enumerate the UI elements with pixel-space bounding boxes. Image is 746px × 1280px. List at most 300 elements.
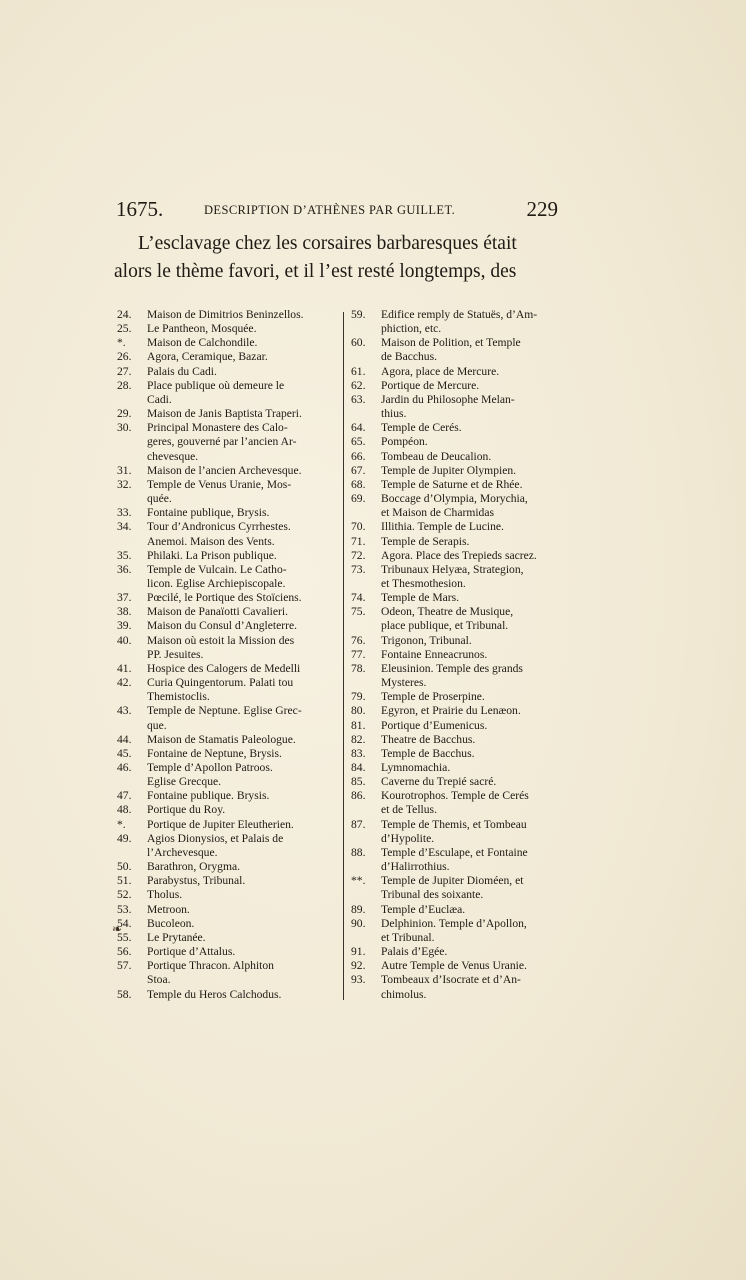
running-title: DESCRIPTION D’ATHÈNES PAR GUILLET. — [204, 203, 456, 217]
entry-number: *. — [117, 336, 126, 350]
entry-text — [147, 988, 339, 1002]
entry-text — [381, 535, 567, 549]
entry-text — [381, 690, 567, 704]
entry-number: 62. — [351, 378, 366, 392]
entry-number: 81. — [351, 718, 366, 732]
entry-text — [381, 761, 567, 775]
entry-text — [381, 308, 567, 336]
entry-text — [381, 917, 567, 945]
entry-line: l’Archevesque. — [147, 845, 218, 859]
legend-entry — [117, 917, 339, 931]
entry-line: Pompéon. — [381, 435, 428, 449]
entry-text — [147, 350, 339, 364]
entry-line: Portique d’Eumenicus. — [381, 718, 488, 732]
entry-number: 68. — [351, 477, 366, 491]
entry-line: Delphinion. Temple d’Apollon, — [381, 916, 527, 930]
legend-entry — [351, 704, 567, 718]
entry-line: Tholus. — [147, 888, 183, 902]
entry-line: d’Hypolite. — [381, 831, 435, 845]
entry-text — [147, 704, 339, 732]
entry-line: Agios Dionysios, et Palais de — [147, 831, 284, 845]
entry-line: Temple de Jupiter Olympien. — [381, 463, 517, 477]
legend-entry — [351, 591, 567, 605]
entry-text — [147, 308, 339, 322]
entry-line: Temple de Serapis. — [381, 534, 470, 548]
entry-text — [147, 379, 339, 407]
entry-text — [381, 450, 567, 464]
entry-text — [381, 874, 567, 902]
legend-entry — [351, 605, 567, 633]
entry-line: Tombeaux d’Isocrate et d’An- — [381, 973, 521, 987]
entry-number: 48. — [117, 803, 132, 817]
entry-line: Hospice des Calogers de Medelli — [147, 661, 301, 675]
entry-text — [147, 789, 339, 803]
entry-line: Fontaine de Neptune, Brysis. — [147, 746, 282, 760]
entry-text — [147, 322, 339, 336]
entry-line: Bucoleon. — [147, 916, 195, 930]
legend-entry — [117, 634, 339, 662]
legend-entry — [117, 676, 339, 704]
entry-text — [381, 591, 567, 605]
entry-line: Autre Temple de Venus Uranie. — [381, 959, 527, 973]
legend-column-right — [351, 308, 567, 1002]
entry-text — [381, 634, 567, 648]
entry-number: 83. — [351, 746, 366, 760]
legend-entry — [117, 421, 339, 463]
legend-entry — [351, 450, 567, 464]
entry-line: quée. — [147, 492, 172, 506]
legend-entry — [351, 690, 567, 704]
legend-entry — [351, 478, 567, 492]
entry-line: Curia Quingentorum. Palati tou — [147, 676, 294, 690]
entry-number: 40. — [117, 633, 132, 647]
entry-text — [381, 365, 567, 379]
entry-line: Palais du Cadi. — [147, 364, 217, 378]
legend-entry — [117, 379, 339, 407]
entry-line: Tour d’Andronicus Cyrrhestes. — [147, 520, 291, 534]
entry-number: 82. — [351, 732, 366, 746]
entry-text — [147, 959, 339, 987]
entry-number: 93. — [351, 973, 366, 987]
entry-line: Portique du Roy. — [147, 803, 226, 817]
entry-text — [381, 662, 567, 690]
entry-line: Maison de Dimitrios Beninzellos. — [147, 308, 304, 321]
entry-text — [381, 945, 567, 959]
entry-number: 46. — [117, 761, 132, 774]
entry-number: 39. — [117, 619, 132, 633]
entry-text — [147, 365, 339, 379]
entry-text — [147, 832, 339, 860]
entry-text — [147, 478, 339, 506]
legend-entry — [117, 704, 339, 732]
entry-line: Metroon. — [147, 902, 190, 916]
entry-line: et Tribunal. — [381, 930, 435, 944]
entry-number: 36. — [117, 562, 132, 576]
entry-line: Parabystus, Tribunal. — [147, 874, 246, 888]
entry-text — [381, 903, 567, 917]
entry-text — [381, 492, 567, 520]
legend-entry — [351, 733, 567, 747]
entry-text — [147, 676, 339, 704]
entry-line: Jardin du Philosophe Melan- — [381, 392, 515, 406]
legend-entry — [351, 789, 567, 817]
legend-entry — [351, 421, 567, 435]
legend-entry — [351, 973, 567, 1001]
entry-line: Le Prytanée. — [147, 930, 206, 944]
entry-text — [381, 719, 567, 733]
entry-line: Maison où estoit la Mission des — [147, 633, 295, 647]
entry-number: 64. — [351, 421, 366, 435]
entry-line: Kourotrophos. Temple de Cerés — [381, 789, 529, 803]
entry-line: Barathron, Orygma. — [147, 860, 241, 874]
entry-number: 66. — [351, 449, 366, 463]
entry-number: 89. — [351, 902, 366, 916]
entry-line: Maison de Calchondile. — [147, 336, 258, 350]
entry-text — [381, 846, 567, 874]
legend-entry — [351, 648, 567, 662]
entry-line: Lymnomachia. — [381, 761, 451, 774]
entry-line: et de Tellus. — [381, 803, 437, 817]
entry-line: Temple de Neptune. Eglise Grec- — [147, 704, 302, 718]
entry-text — [147, 903, 339, 917]
entry-number: 44. — [117, 732, 132, 746]
entry-line: Temple d’Euclæa. — [381, 902, 466, 916]
entry-text — [381, 520, 567, 534]
entry-line: Tombeau de Deucalion. — [381, 449, 492, 463]
entry-line: Temple de Cerés. — [381, 421, 462, 435]
page-number: 229 — [526, 197, 558, 221]
entry-text — [381, 379, 567, 393]
legend-entry — [351, 520, 567, 534]
entry-number: 87. — [351, 817, 366, 831]
legend-entry — [117, 619, 339, 633]
entry-text — [147, 421, 339, 463]
entry-number: 47. — [117, 789, 132, 803]
entry-number: 50. — [117, 860, 132, 874]
entry-text — [381, 605, 567, 633]
entry-line: Fontaine Enneacrunos. — [381, 647, 488, 661]
entry-line: Fontaine publique. Brysis. — [147, 789, 270, 803]
entry-number: 59. — [351, 308, 366, 321]
entry-line: Temple de Vulcain. Le Catho- — [147, 562, 287, 576]
entry-text — [147, 818, 339, 832]
entry-line: Temple de Saturne et de Rhée. — [381, 477, 523, 491]
entry-line: Temple d’Apollon Patroos. — [147, 761, 273, 774]
entry-number: 69. — [351, 492, 366, 506]
legend-entry — [117, 945, 339, 959]
entry-number: 34. — [117, 520, 132, 534]
legend-entry — [117, 662, 339, 676]
entry-number: 75. — [351, 605, 366, 619]
header-year: 1675. — [116, 197, 164, 221]
entry-number: 43. — [117, 704, 132, 718]
entry-text — [381, 393, 567, 421]
legend-entry — [351, 379, 567, 393]
entry-text — [381, 478, 567, 492]
entry-number: 91. — [351, 945, 366, 959]
entry-line: Place publique où demeure le — [147, 378, 285, 392]
entry-text — [147, 549, 339, 563]
legend-entry — [351, 662, 567, 690]
entry-line: Maison de Polition, et Temple — [381, 336, 521, 350]
entry-number: 90. — [351, 916, 366, 930]
entry-line: Pœcilé, le Portique des Stoïciens. — [147, 591, 302, 605]
entry-line: Temple d’Esculape, et Fontaine — [381, 845, 528, 859]
entry-text — [381, 959, 567, 973]
entry-number: 32. — [117, 477, 132, 491]
entry-text — [381, 421, 567, 435]
entry-text — [147, 619, 339, 633]
intro-line: L’esclavage chez les corsaires barbaresques était — [138, 233, 517, 254]
legend-entry — [351, 492, 567, 520]
entry-number: 26. — [117, 350, 132, 364]
legend-entry — [117, 336, 339, 350]
entry-line: Temple de Jupiter Dioméen, et — [381, 874, 524, 888]
entry-line: Temple de Bacchus. — [381, 746, 475, 760]
entry-number: 65. — [351, 435, 366, 449]
legend-entry — [351, 761, 567, 775]
legend-entry — [351, 365, 567, 379]
legend-entry — [117, 803, 339, 817]
entry-line: et Maison de Charmidas — [381, 506, 495, 520]
legend-entry — [117, 506, 339, 520]
entry-line: Odeon, Theatre de Musique, — [381, 605, 514, 619]
entry-text — [381, 973, 567, 1001]
entry-line: PP. Jesuites. — [147, 647, 204, 661]
entry-line: thius. — [381, 407, 407, 421]
entry-line: Maison du Consul d’Angleterre. — [147, 619, 298, 633]
entry-number: 80. — [351, 704, 366, 718]
legend-entry — [117, 903, 339, 917]
entry-number: 57. — [117, 959, 132, 973]
entry-text — [381, 435, 567, 449]
entry-text — [381, 789, 567, 817]
legend-entry — [351, 874, 567, 902]
entry-line: Portique d’Attalus. — [147, 945, 236, 959]
entry-text — [147, 874, 339, 888]
entry-line: et Thesmothesion. — [381, 576, 466, 590]
entry-text — [381, 464, 567, 478]
entry-line: Agora. Place des Trepieds sacrez. — [381, 548, 537, 562]
legend-entry — [117, 747, 339, 761]
entry-number: 60. — [351, 336, 366, 350]
entry-text — [381, 747, 567, 761]
legend-entry — [117, 549, 339, 563]
entry-line: Illithia. Temple de Lucine. — [381, 520, 504, 534]
entry-number: 54. — [117, 916, 132, 930]
entry-text — [147, 860, 339, 874]
legend-entry — [117, 350, 339, 364]
entry-number: 25. — [117, 322, 132, 336]
entry-text — [147, 605, 339, 619]
entry-number: 61. — [351, 364, 366, 378]
legend-entry — [117, 761, 339, 789]
legend-entry — [351, 435, 567, 449]
entry-number: 38. — [117, 605, 132, 619]
entry-line: Edifice remply de Statuës, d’Am- — [381, 308, 538, 321]
legend-entry — [351, 775, 567, 789]
legend-entry — [351, 535, 567, 549]
entry-number: 74. — [351, 591, 366, 605]
entry-line: Agora, Ceramique, Bazar. — [147, 350, 268, 364]
entry-number: 53. — [117, 902, 132, 916]
entry-line: Temple de Mars. — [381, 591, 460, 605]
legend-entry — [351, 563, 567, 591]
legend-entry — [351, 945, 567, 959]
legend-entry — [117, 931, 339, 945]
entry-line: licon. Eglise Archiepiscopale. — [147, 576, 286, 590]
entry-line: Principal Monastere des Calo- — [147, 421, 288, 435]
page-header — [116, 197, 558, 227]
legend-entry — [117, 832, 339, 860]
entry-line: Anemoi. Maison des Vents. — [147, 534, 275, 548]
legend-entry — [351, 818, 567, 846]
legend-column-left — [117, 308, 339, 1002]
entry-line: Mysteres. — [381, 676, 427, 690]
entry-number: 63. — [351, 392, 366, 406]
entry-number: 27. — [117, 364, 132, 378]
entry-number: 72. — [351, 548, 366, 562]
entry-number: 28. — [117, 378, 132, 392]
intro-line: alors le thème favori, et il l’est resté longtemps, des — [114, 261, 517, 282]
entry-line: Agora, place de Mercure. — [381, 364, 500, 378]
legend-entry — [117, 874, 339, 888]
legend-entry — [117, 308, 339, 322]
entry-line: Fontaine publique, Brysis. — [147, 506, 270, 520]
entry-number: 45. — [117, 746, 132, 760]
legend-entry — [117, 605, 339, 619]
entry-text — [147, 917, 339, 931]
entry-line: Le Pantheon, Mosquée. — [147, 322, 257, 336]
legend-entry — [351, 719, 567, 733]
entry-number: 92. — [351, 959, 366, 973]
entry-line: Maison de Stamatis Paleologue. — [147, 732, 296, 746]
entry-number: 31. — [117, 463, 132, 477]
entry-text — [381, 704, 567, 718]
legend-entry — [351, 549, 567, 563]
entry-number: 86. — [351, 789, 366, 803]
entry-line: Temple du Heros Calchodus. — [147, 987, 282, 1001]
legend-entry — [351, 464, 567, 478]
entry-line: Cadi. — [147, 392, 172, 406]
legend-entry — [117, 959, 339, 987]
entry-text — [147, 634, 339, 662]
entry-line: d’Halirrothius. — [381, 860, 450, 874]
legend-entry — [351, 393, 567, 421]
entry-line: Trigonon, Tribunal. — [381, 633, 472, 647]
entry-number: 84. — [351, 761, 366, 774]
legend-entry — [117, 818, 339, 832]
entry-line: Boccage d’Olympia, Morychia, — [381, 492, 528, 506]
entry-number: 56. — [117, 945, 132, 959]
entry-text — [147, 733, 339, 747]
entry-line: de Bacchus. — [381, 350, 438, 364]
entry-number: 79. — [351, 690, 366, 704]
entry-text — [147, 931, 339, 945]
legend-entry — [117, 733, 339, 747]
entry-number: 35. — [117, 548, 132, 562]
entry-number: 41. — [117, 661, 132, 675]
entry-number: 30. — [117, 421, 132, 435]
entry-line: Maison de Janis Baptista Traperi. — [147, 407, 302, 421]
entry-number: 88. — [351, 845, 366, 859]
entry-line: Temple de Venus Uranie, Mos- — [147, 477, 292, 491]
entry-line: Eglise Grecque. — [147, 775, 222, 789]
legend-entry — [351, 959, 567, 973]
legend-entry — [117, 520, 339, 548]
entry-number: 33. — [117, 506, 132, 520]
entry-text — [147, 506, 339, 520]
entry-line: Temple de Themis, et Tombeau — [381, 817, 527, 831]
entry-number: **. — [351, 874, 366, 888]
legend-entry — [117, 789, 339, 803]
legend-entry — [351, 846, 567, 874]
entry-number: 78. — [351, 661, 366, 675]
entry-line: phiction, etc. — [381, 322, 442, 336]
legend-entry — [117, 888, 339, 902]
entry-number: 71. — [351, 534, 366, 548]
legend-entry — [117, 860, 339, 874]
entry-line: place publique, et Tribunal. — [381, 619, 509, 633]
entry-line: Portique de Mercure. — [381, 378, 480, 392]
entry-number: 52. — [117, 888, 132, 902]
entry-line: Tribunal des soixante. — [381, 888, 484, 902]
entry-text — [147, 888, 339, 902]
entry-line: Tribunaux Helyæa, Strategion, — [381, 562, 524, 576]
legend-entry — [351, 634, 567, 648]
entry-number: 67. — [351, 463, 366, 477]
entry-line: Egyron, et Prairie du Lenæon. — [381, 704, 521, 718]
legend-entry — [351, 903, 567, 917]
entry-number: 42. — [117, 676, 132, 690]
entry-line: que. — [147, 718, 167, 732]
entry-text — [381, 563, 567, 591]
column-divider — [343, 312, 344, 1000]
entry-line: Portique de Jupiter Eleutherien. — [147, 817, 294, 831]
entry-line: Maison de Panaïotti Cavalieri. — [147, 605, 289, 619]
entry-number: 70. — [351, 520, 366, 534]
legend-entry — [351, 336, 567, 364]
entry-line: geres, gouverné par l’ancien Ar- — [147, 435, 297, 449]
entry-text — [147, 563, 339, 591]
entry-number: 85. — [351, 775, 366, 789]
legend-entry — [117, 322, 339, 336]
intro-paragraph — [114, 230, 564, 286]
entry-line: Stoa. — [147, 973, 171, 987]
entry-line: Palais d’Egée. — [381, 945, 448, 959]
entry-line: chevesque. — [147, 449, 199, 463]
legend-entry — [351, 308, 567, 336]
entry-text — [147, 945, 339, 959]
entry-text — [381, 648, 567, 662]
entry-text — [147, 747, 339, 761]
entry-line: Theatre de Bacchus. — [381, 732, 476, 746]
entry-text — [147, 803, 339, 817]
entry-line: Themistoclis. — [147, 690, 210, 704]
entry-line: chimolus. — [381, 987, 427, 1001]
legend-entry — [117, 365, 339, 379]
entry-text — [147, 591, 339, 605]
entry-line: Portique Thracon. Alphiton — [147, 959, 274, 973]
entry-text — [381, 818, 567, 846]
entry-text — [147, 464, 339, 478]
entry-number: 77. — [351, 647, 366, 661]
entry-number: 73. — [351, 562, 366, 576]
legend-entry — [351, 917, 567, 945]
entry-line: Temple de Proserpine. — [381, 690, 485, 704]
entry-number: 55. — [117, 930, 132, 944]
entry-text — [381, 549, 567, 563]
